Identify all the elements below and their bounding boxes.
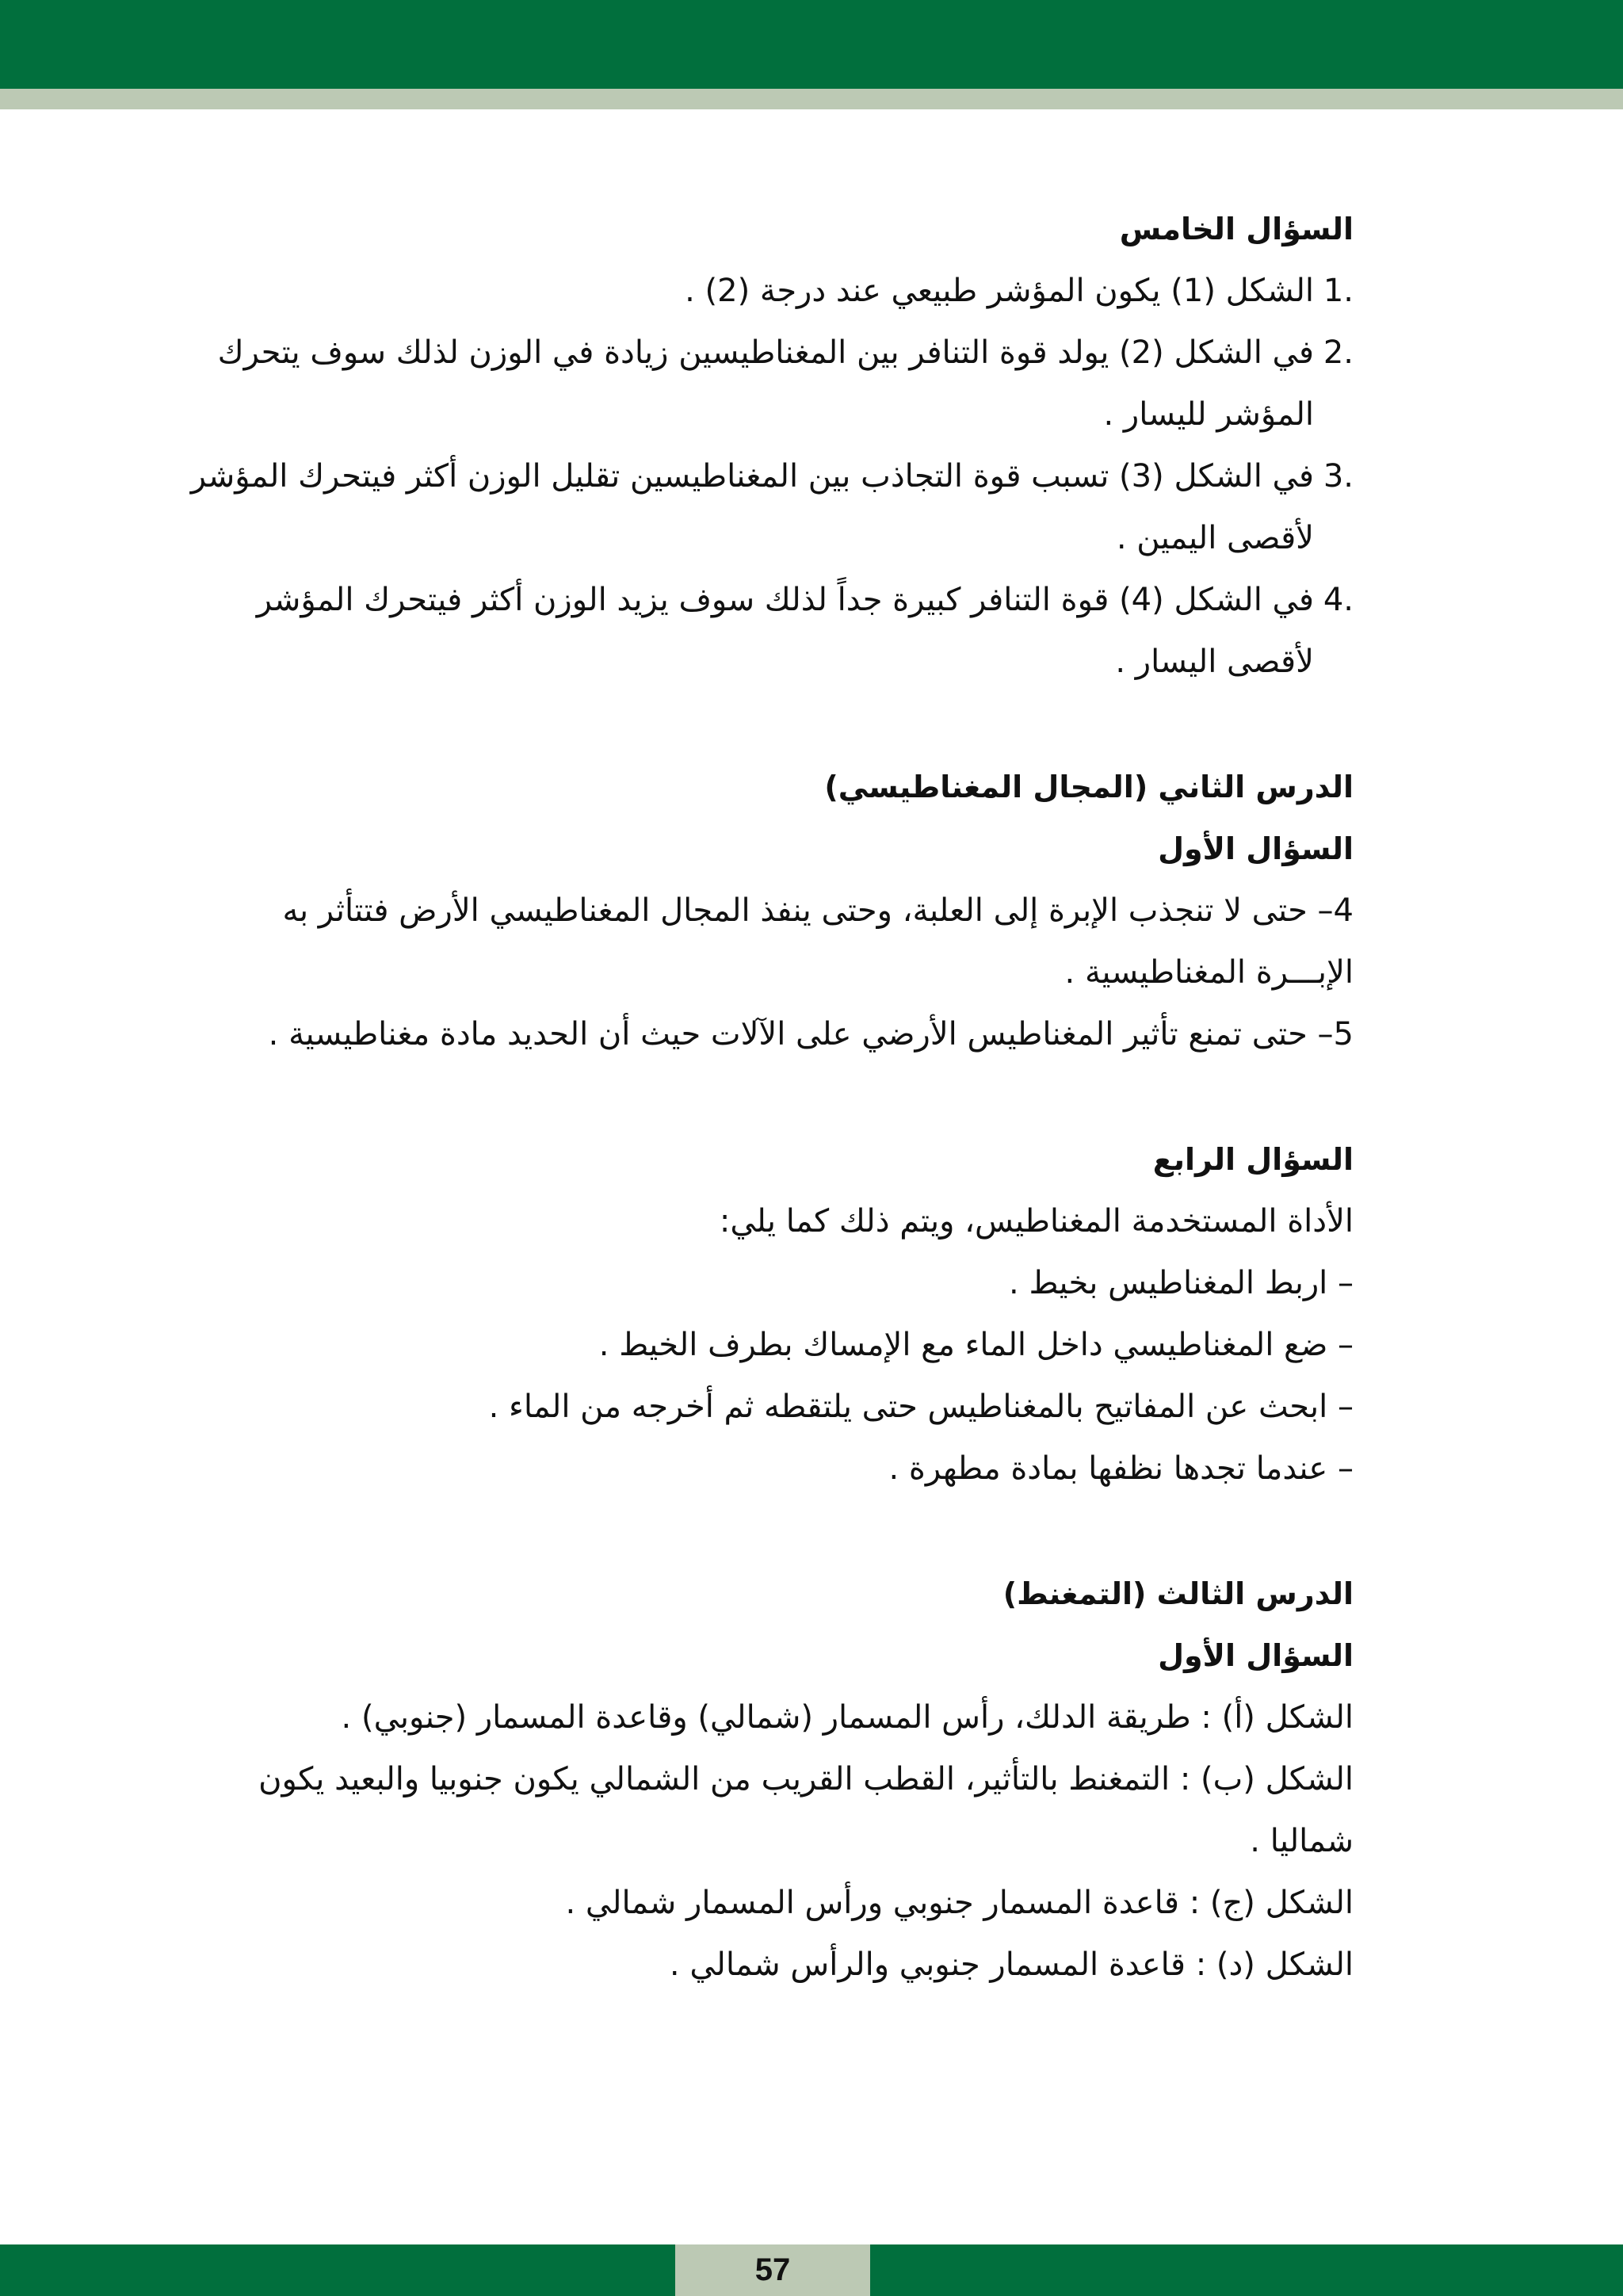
list-item: 4– حتى لا تنجذب الإبرة إلى العلبة، وحتى ينفذ المجال المغناطيسي الأرض فتتأثر به الإبـــرة المغناطيسية . bbox=[282, 892, 1354, 991]
lesson-three-question-one-heading: السؤال الأول bbox=[1158, 1638, 1354, 1673]
question-five-heading: السؤال الخامس bbox=[1119, 212, 1354, 246]
item-text: في الشكل (3) تسبب قوة التجاذب بين المغناطيسين تقليل الوزن أكثر فيتحرك المؤشر لأقصى اليمين . bbox=[190, 458, 1314, 556]
lesson-two-question-four-heading: السؤال الرابع bbox=[1152, 1142, 1354, 1177]
lesson-three-title: الدرس الثالث (التمغنط) bbox=[1002, 1576, 1354, 1611]
item-number: .2 bbox=[1323, 334, 1354, 371]
list-item: – اربط المغناطيس بخيط . bbox=[1009, 1265, 1354, 1301]
item-number: .1 bbox=[1323, 273, 1354, 309]
lesson-two-question-one-heading: السؤال الأول bbox=[1158, 831, 1354, 866]
item-text: في الشكل (2) يولد قوة التنافر بين المغناطيسين زيادة في الوزن لذلك سوف يتحرك المؤشر لليسار . bbox=[217, 334, 1314, 433]
footer-green-band-right bbox=[870, 2244, 1623, 2296]
item-text: الشكل (1) يكون المؤشر طبيعي عند درجة (2) . bbox=[685, 273, 1314, 309]
item-text: في الشكل (4) قوة التنافر كبيرة جداً لذلك سوف يزيد الوزن أكثر فيتحرك المؤشر لأقصى اليسار . bbox=[256, 582, 1314, 680]
list-item bbox=[189, 260, 1354, 322]
header-gray-stripe bbox=[0, 89, 1623, 109]
section-spacer bbox=[189, 1065, 1354, 1129]
item-number: .3 bbox=[1323, 458, 1354, 495]
section-spacer bbox=[189, 1499, 1354, 1563]
header-green-band bbox=[0, 0, 1623, 89]
page-number: 57 bbox=[754, 2252, 791, 2287]
list-item: الشكل (أ) : طريقة الدلك، رأس المسمار (شمالي) وقاعدة المسمار (جنوبي) . bbox=[341, 1699, 1354, 1736]
footer-green-band-left bbox=[0, 2244, 675, 2296]
lesson-three-section bbox=[189, 1563, 1354, 1996]
lesson-two-section bbox=[189, 756, 1354, 1499]
lesson-two-title: الدرس الثاني (المجال المغناطيسي) bbox=[824, 770, 1354, 804]
section-spacer bbox=[189, 693, 1354, 756]
list-item: الشكل (ب) : التمغنط بالتأثير، القطب القريب من الشمالي يكون جنوبيا والبعيد يكون شماليا . bbox=[258, 1761, 1354, 1859]
list-item: – عندما تجدها نظفها بمادة مطهرة . bbox=[888, 1450, 1354, 1487]
list-item: – ابحث عن المفاتيح بالمغناطيس حتى يلتقطه ثم أخرجه من الماء . bbox=[488, 1389, 1354, 1425]
list-item bbox=[189, 445, 1354, 569]
item-number: .4 bbox=[1323, 582, 1354, 618]
list-item bbox=[189, 569, 1354, 693]
list-item: – ضع المغناطيسي داخل الماء مع الإمساك بطرف الخيط . bbox=[598, 1327, 1354, 1363]
page-content bbox=[189, 198, 1354, 1996]
list-item: الشكل (ج) : قاعدة المسمار جنوبي ورأس المسمار شمالي . bbox=[565, 1885, 1354, 1921]
question-five-section bbox=[189, 198, 1354, 693]
list-item: 5– حتى تمنع تأثير المغناطيس الأرضي على الآلات حيث أن الحديد مادة مغناطيسية . bbox=[268, 1016, 1354, 1052]
list-item bbox=[189, 322, 1354, 445]
list-item: الشكل (د) : قاعدة المسمار جنوبي والرأس شمالي . bbox=[669, 1946, 1354, 1983]
question-four-intro: الأداة المستخدمة المغناطيس، ويتم ذلك كما يلي: bbox=[719, 1203, 1354, 1240]
